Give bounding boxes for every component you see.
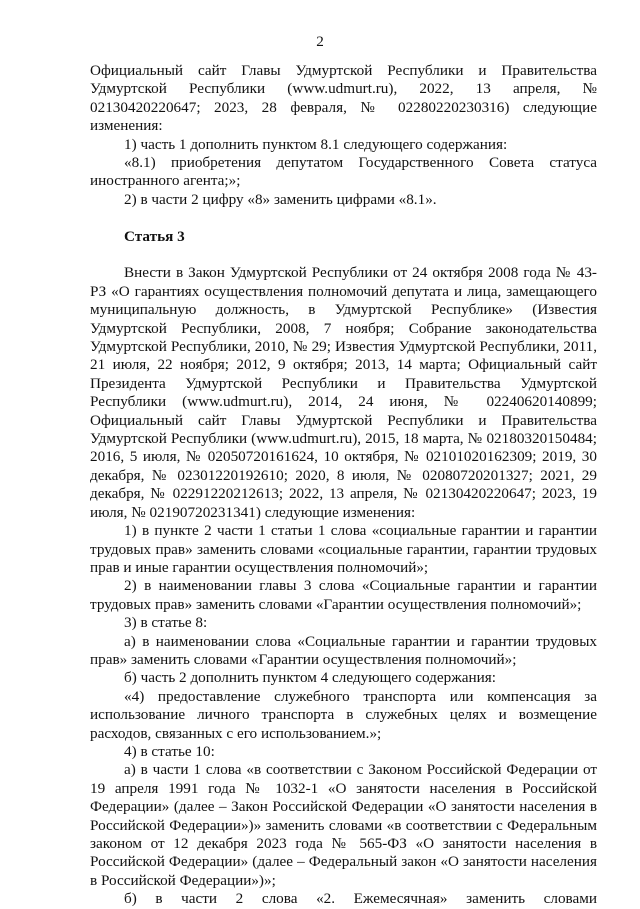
document-body bbox=[90, 62, 597, 909]
paragraph: 2) в наименовании главы 3 слова «Социальные гарантии и гарантии трудовых прав» заменить словами «Гарантии осуществления полномочий»; bbox=[90, 577, 597, 613]
paragraph: «4) предоставление служебного транспорта или компенсация за использование личного транспорта в служебных целях и возмещение расходов, связанных с его использованием.»; bbox=[90, 687, 597, 742]
spacer bbox=[90, 246, 597, 264]
paragraph: 1) в пункте 2 части 1 статьи 1 слова «социальные гарантии и гарантии трудовых прав» заменить словами «социальные гарантии, гарантии трудовых прав и иные гарантии осуществления полномочий»; bbox=[90, 522, 597, 576]
paragraph: Внести в Закон Удмуртской Республики от 24 октября 2008 года № 43-РЗ «О гарантиях осуществления полномочий депутата и лица, замещающего муниципальную должность, в Удмуртской Республике» (Известия Удмуртской Республики, 2008, 7 ноября; Собрание законодательства Удмуртской Республики, 2010, № 29; Известия Удмуртской Республики, 2011, 21 июля, 22 ноября; 2012, 9 октября; 2013, 14 марта; Официальный сайт Президента Удмуртской Республики и Правительства Удмуртской Республики (www.udmurt.ru), 2014, 24 июня, № 02240620140899; Официальный сайт Главы Удмуртской Республики и Правительства Удмуртской Республики (www.udmurt.ru), 2015, 18 марта, № 02180320150484; 2016, 5 июля, № 02050720161624, 10 октября, № 02101020162309; 2019, 30 декабря, № 02301220192610; 2020, 8 июля, № 02080720201327; 2021, 29 декабря, № 02291220212613; 2022, 13 апреля, № 02130420220647; 2023, 19 июля, № 02190720231341) следующие изменения: bbox=[90, 264, 597, 521]
paragraph: б) часть 2 дополнить пунктом 4 следующего содержания: bbox=[124, 669, 496, 687]
paragraph: 3) в статье 8: bbox=[124, 614, 208, 632]
paragraph: а) в части 1 слова «в соответствии с Законом Российской Федерации от 19 апреля 1991 года № 1032-1 «О занятости населения в Российской Федерации» (далее – Закон Российской Федерации «О занятости населения в Российской Федерации»)» заменить словами «в соответствии с Федеральным законом от 12 декабря 2023 года № 565-ФЗ «О занятости населения в Российской Федерации» (далее – Федеральный закон «О занятости населения в Российской Федерации»)»; bbox=[90, 761, 597, 889]
page-number: 2 bbox=[316, 33, 324, 50]
paragraph: Официальный сайт Главы Удмуртской Республики и Правительства Удмуртской Республики (www.udmurt.ru), 2022, 13 апреля, № 02130420220647; 2023, 28 февраля, № 02280220230316) следующие изменения: bbox=[90, 62, 597, 135]
paragraph: 1) часть 1 дополнить пунктом 8.1 следующего содержания: bbox=[124, 135, 508, 153]
article-heading: Статья 3 bbox=[124, 227, 185, 245]
paragraph: б) в части 2 слова «2. Ежемесячная» заменить словами bbox=[124, 890, 597, 908]
paragraph: 4) в статье 10: bbox=[124, 742, 215, 760]
paragraph: 2) в части 2 цифру «8» заменить цифрами «8.1». bbox=[124, 190, 437, 208]
paragraph: «8.1) приобретения депутатом Государственного Совета статуса иностранного агента;»; bbox=[90, 154, 597, 190]
spacer bbox=[90, 209, 597, 227]
paragraph: а) в наименовании слова «Социальные гарантии и гарантии трудовых прав» заменить словами «Гарантии осуществления полномочий»; bbox=[90, 632, 597, 668]
